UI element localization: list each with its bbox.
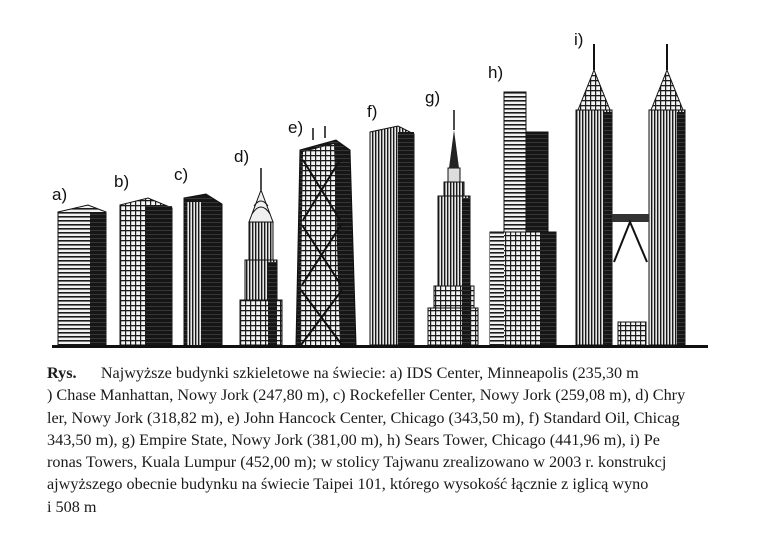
figure-caption xyxy=(47,362,707,518)
label-c: c) xyxy=(174,165,189,184)
building-c-rockefeller-center xyxy=(184,194,222,345)
caption-line-5: ronas Towers, Kuala Lumpur (452,00 m); w stolicy Tajwanu zrealizowano w 2003 r. konstrukcj xyxy=(47,453,667,472)
label-g: g) xyxy=(425,88,441,107)
caption-prefix: Rys. xyxy=(47,364,77,382)
caption-line-2: ) Chase Manhattan, Nowy Jork (247,80 m), c) Rockefeller Center, Nowy Jork (259,08 m), d) Chry xyxy=(47,386,686,405)
building-f-standard-oil xyxy=(370,126,414,345)
building-g-empire-state xyxy=(428,110,478,345)
label-h: h) xyxy=(488,63,504,82)
caption-line-4: 343,50 m), g) Empire State, Nowy Jork (381,00 m), h) Sears Tower, Chicago (441,96 m), i) Pe xyxy=(47,430,660,449)
building-a-ids-center xyxy=(58,205,106,345)
building-d-chrysler xyxy=(240,168,282,345)
building-e-john-hancock xyxy=(296,126,356,345)
caption-line-1-text: Najwyższe budynki szkieletowe na świecie: a) IDS Center, Minneapolis (235,30 m xyxy=(100,364,639,382)
building-h-sears-tower xyxy=(490,92,556,345)
label-d: d) xyxy=(234,147,250,166)
caption-line-3: ler, Nowy Jork (318,82 m), e) John Hancock Center, Chicago (343,50 m), f) Standard Oil, Chicag xyxy=(47,408,680,427)
label-i: i) xyxy=(574,30,584,49)
label-f: f) xyxy=(367,102,378,121)
caption-line-1 xyxy=(47,362,707,384)
label-b: b) xyxy=(114,172,130,191)
label-a: a) xyxy=(52,185,68,204)
building-i-petronas-towers xyxy=(576,44,685,345)
label-e: e) xyxy=(288,118,304,137)
caption-line-6: ajwyższego obecnie budynku na świecie Taipei 101, którego wysokość łącznie z iglicą wyno xyxy=(47,475,649,494)
caption-line-7: i 508 m xyxy=(47,497,97,516)
building-b-chase-manhattan xyxy=(120,198,172,345)
